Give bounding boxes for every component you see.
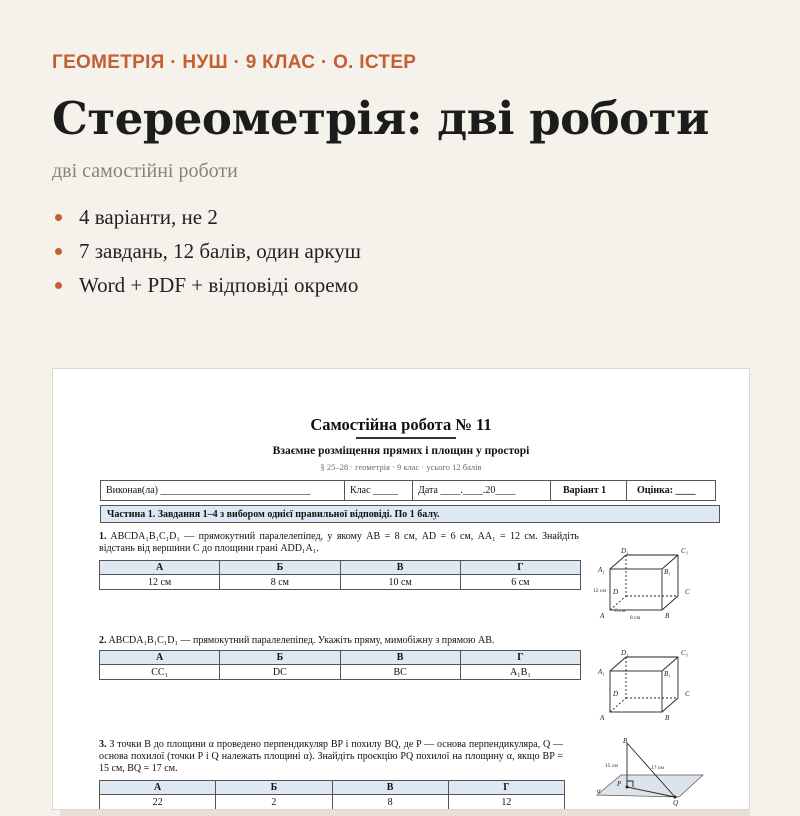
vertex-label: A₁ [598,668,605,676]
option-label: Б [216,781,332,795]
answer-option: 22 [100,795,216,810]
option-label: В [340,561,460,575]
feature-item [52,268,361,302]
page-subtitle: дві самостійні роботи [52,160,238,182]
answer-option: A₁B₁ [460,665,580,680]
title-underline [356,437,456,439]
vertex-label: B₁ [664,568,671,576]
option-label: Г [460,561,580,575]
task-1 [99,531,579,555]
parallelepiped-figure-2 [593,649,703,734]
eyebrow: ГЕОМЕТРІЯ · НУШ · 9 КЛАС · О. ІСТЕР [52,52,417,73]
class-field: Клас _____ [345,481,413,500]
variant-label: Варіант 1 [551,481,627,500]
vertex-label: A [600,612,605,620]
date-field: Дата ____.____.20____ [413,481,551,500]
parallelepiped-figure-1 [593,547,703,632]
segment-label: 17 см [651,765,664,771]
answer-option: DC [220,665,340,680]
point-label: Q [673,799,679,807]
answer-option: 8 см [220,575,340,590]
vertex-label: A₁ [598,566,605,574]
vertex-label: D₁ [621,547,629,555]
task-text: ABCDA₁B₁C₁D₁ — прямокутний паралелепіпед. Укажіть пряму, мимобіжну з прямою AB. [108,635,495,646]
answer-option: 12 [448,795,564,810]
answer-option: 8 [332,795,448,810]
worksheet-title: Самостійна робота № 11 [310,415,492,434]
student-info-row [100,480,716,501]
answer-option: 12 см [100,575,220,590]
task-2 [99,635,579,647]
worksheet-subtitle: Взаємне розміщення прямих і площин у просторі [272,445,530,457]
option-label: Г [460,651,580,665]
feature-text: 7 завдань, 12 балів, один аркуш [79,239,361,263]
task-3 [99,739,563,775]
answer-option: CC₁ [100,665,220,680]
point-label: P [617,780,622,788]
feature-text: 4 варіанти, не 2 [79,205,218,229]
point-label: B [623,737,628,745]
vertex-label: C₁ [681,649,689,657]
plane-figure [583,735,713,810]
answer-table-3 [99,780,565,810]
answer-option: 6 см [460,575,580,590]
bullet-dot-icon [55,248,62,255]
vertex-label: B [665,714,670,722]
task-text: ABCDA₁B₁C₁D₁ — прямокутний паралелепіпед, у якому AB = 8 см, AD = 6 см, AA₁ = 12 см. Знайдіть відстань від вершини C до площини грані ADD₁A₁. [99,531,579,554]
task-number: 1. [99,531,107,542]
part-heading: Частина 1. Завдання 1–4 з вибором однієї правильної відповіді. По 1 балу. [100,505,720,523]
edge-label: 6 см [615,608,626,614]
task-text: З точки B до площини α проведено перпендикуляр BP і похилу BQ, де P — основа перпендикуляра, Q — основа похилої (точки P і Q належать площині α). Знайдіть проєкцію PQ похилої на площину α, якщо BP = 15 см, BQ = 17 см. [99,739,564,774]
edge-label: 8 см [630,615,641,621]
task-number: 3. [99,739,107,750]
vertex-label: B [665,612,670,620]
task-number: 2. [99,635,107,646]
vertex-label: D₁ [621,649,629,657]
vertex-label: A [600,714,605,722]
option-label: Г [448,781,564,795]
option-label: В [340,651,460,665]
option-label: А [100,781,216,795]
worksheet-preview [52,368,750,810]
vertex-label: D [613,690,619,698]
score-field: Оцінка: ____ [637,485,696,496]
bullet-dot-icon [55,214,62,221]
feature-item [52,200,361,234]
answer-table-2 [99,650,581,680]
answer-option: 2 [216,795,332,810]
segment-label: 15 см [605,763,618,769]
vertex-label: C [685,588,690,596]
option-label: В [332,781,448,795]
vertex-label: C₁ [681,547,689,555]
vertex-label: B₁ [664,670,671,678]
vertex-label: C [685,690,690,698]
feature-item [52,234,361,268]
page-title: Стереометрія: дві роботи [52,92,709,145]
vertex-label: D [613,588,619,596]
answer-option: 10 см [340,575,460,590]
edge-label: 12 см [593,588,606,594]
answer-option: BC [340,665,460,680]
feature-text: Word + PDF + відповіді окремо [79,273,359,297]
option-label: Б [220,561,340,575]
plane-label: α [597,787,601,795]
option-label: А [100,651,220,665]
feature-list [52,200,361,302]
option-label: А [100,561,220,575]
bullet-dot-icon [55,282,62,289]
worksheet-meta: § 25–28 · геометрія · 9 клас · усього 12 балів [320,462,482,472]
answer-table-1 [99,560,581,590]
option-label: Б [220,651,340,665]
name-field: Виконав(ла) ______________________________ [101,481,345,500]
